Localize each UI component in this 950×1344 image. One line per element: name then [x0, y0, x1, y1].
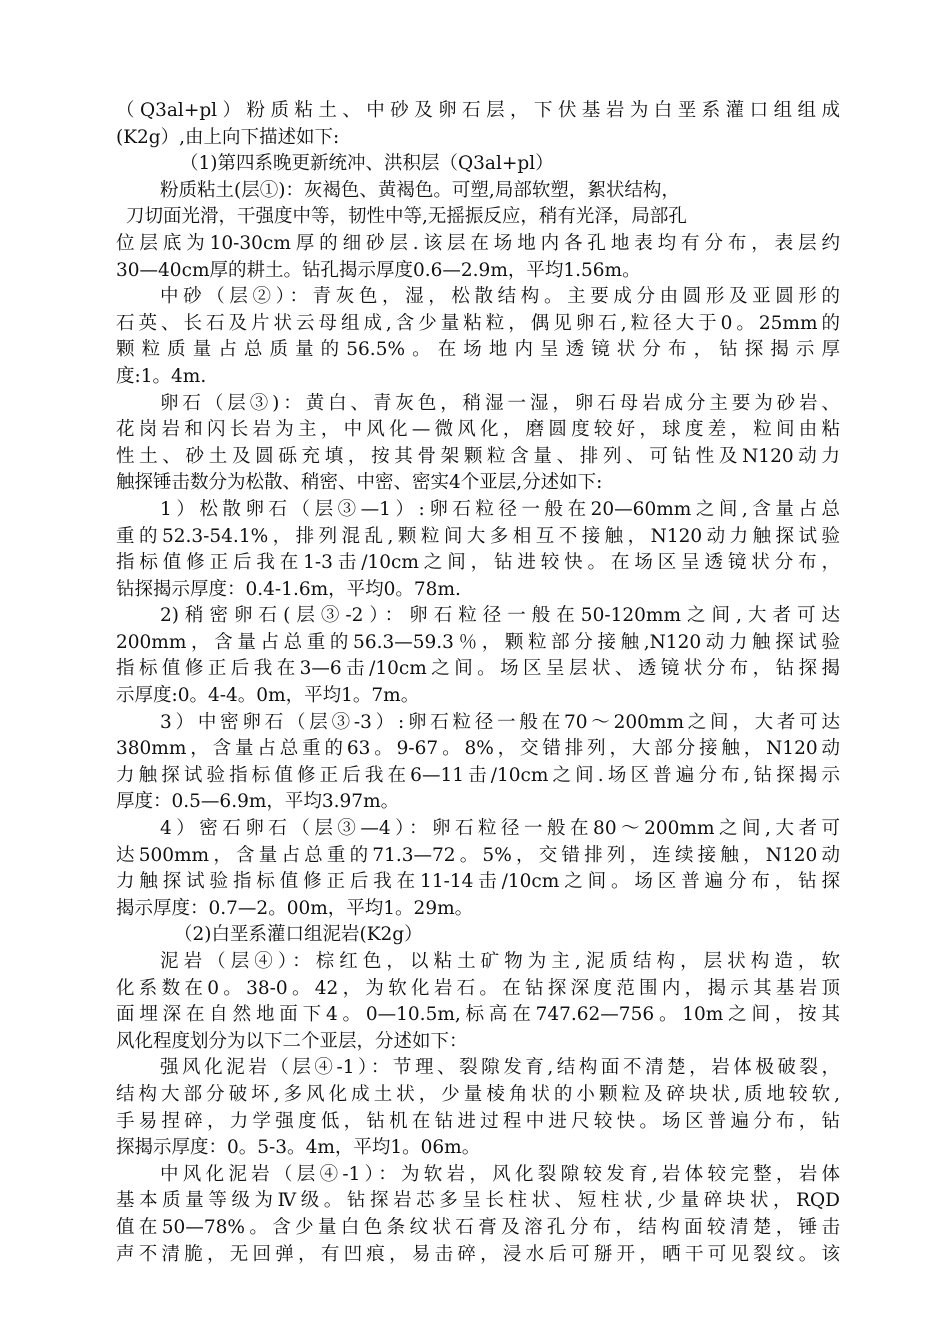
text-line: 30—40cm厚的耕土。钻孔揭示厚度0.6—2.9m，平均1.56m。: [116, 259, 641, 281]
text-line: 重的52.3-54.1%，排列混乱,颗粒间大多相互不接触，N120动力触探试验: [116, 525, 840, 547]
text-line: 达500mm，含量占总重的71.3—72。5%，交错排列，连续接触，N120动: [116, 844, 840, 866]
text-line: 200mm，含量占总重的56.3—59.3％，颗粒部分接触,N120动力触探试验: [116, 631, 840, 653]
text-line: 手易捏碎，力学强度低，钻机在钻进过程中进尺较快。场区普遍分布，钻: [116, 1110, 840, 1132]
text-line: （2)白垩系灌口组泥岩(K2g）: [174, 924, 423, 946]
text-line: 面埋深在自然地面下4。0—10.5m,标高在747.62—756。10m之间，按其: [116, 1004, 840, 1026]
text-line: (K2g）,由上向下描述如下:: [116, 126, 340, 148]
text-line: 泥岩（层④）：棕红色，以粘土矿物为主,泥质结构，层状构造，软: [160, 951, 840, 972]
text-line: 结构大部分破坏,多风化成土状，少量棱角状的小颗粒及碎块状,质地较软,: [116, 1083, 840, 1105]
text-line: 化系数在0。38-0。42，为软化岩石。在钻探深度范围内，揭示其基岩顶: [116, 977, 840, 999]
text-line: （1)第四系晚更新统冲、洪积层（Q3al+pl）: [180, 153, 554, 175]
text-line: 触探锤击数分为松散、稍密、中密、密实4个亚层,分述如下:: [116, 472, 603, 494]
text-line: 指标值修正后我在1-3击/10cm之间，钻进较快。在场区呈透镜状分布，: [116, 552, 840, 574]
text-line: 示厚度:0。4-4。0m，平均1。7m。: [116, 685, 420, 707]
text-line: 钻探揭示厚度：0.4-1.6m，平均0。78m.: [116, 578, 461, 600]
text-line: 性土、砂土及圆砾充填，按其骨架颗粒含量、排列、可钻性及N120动力: [116, 445, 840, 467]
document-body: [116, 98, 840, 1268]
text-line: 探揭示厚度：0。5-3。4m，平均1。06m。: [116, 1137, 481, 1159]
text-line: 粉质粘土(层①)：灰褐色、黄褐色。可塑,局部软塑，絮状结构，: [160, 179, 680, 201]
text-line: 位层底为10-30cm厚的细砂层.该层在场地内各孔地表均有分布，表层约: [116, 232, 840, 254]
text-line: 声不清脆，无回弹，有凹痕，易击碎，浸水后可掰开，晒干可见裂纹。该: [116, 1243, 840, 1265]
text-line: 力触探试验指标值修正后我在11-14击/10cm之间。场区普遍分布，钻探: [116, 871, 840, 893]
text-line: （Q3al+pl）粉质粘土、中砂及卵石层，下伏基岩为白垩系灌口组组成: [116, 100, 840, 121]
text-line: 揭示厚度：0.7—2。00m，平均1。29m。: [116, 897, 474, 919]
text-line: 刀切面光滑，干强度中等，韧性中等,无摇振反应，稍有光泽，局部孔: [126, 206, 687, 228]
text-line: 力触探试验指标值修正后我在6—11击/10cm之间.场区普遍分布,钻探揭示: [116, 764, 840, 786]
text-line: 基本质量等级为Ⅳ级。钻探岩芯多呈长柱状、短柱状,少量碎块状，RQD: [116, 1190, 840, 1212]
text-line: 度:1。4m.: [116, 365, 207, 387]
text-line: 强风化泥岩（层④-1）：节理、裂隙发育,结构面不清楚，岩体极破裂，: [160, 1057, 840, 1079]
text-line: 指标值修正后我在3—6击/10cm之间。场区呈层状、透镜状分布，钻探揭: [116, 658, 840, 680]
text-line: 颗粒质量占总质量的56.5%。在场地内呈透镜状分布，钻探揭示厚: [116, 339, 840, 361]
text-line: 花岗岩和闪长岩为主，中风化—微风化，磨圆度较好，球度差，粒间由粘: [116, 419, 840, 441]
text-line: 380mm，含量占总重的63。9-67。8%，交错排列，大部分接触，N120动: [116, 738, 840, 760]
text-line: 值在50—78%。含少量白色条纹状石膏及溶孔分布，结构面较清楚，锤击: [116, 1216, 840, 1238]
text-line: 中风化泥岩（层④-1）：为软岩，风化裂隙较发育,岩体较完整，岩体: [160, 1163, 840, 1185]
text-line: 风化程度划分为以下二个亚层，分述如下：: [116, 1030, 468, 1052]
text-line: 3）中密卵石（层③-3）:卵石粒径一般在70～200mm之间，大者可达: [160, 711, 840, 733]
text-line: 卵石（层③)：黄白、青灰色，稍湿一湿，卵石母岩成分主要为砂岩、: [160, 392, 840, 414]
text-line: 厚度：0.5—6.9m，平均3.97m。: [116, 791, 400, 813]
text-line: 4）密石卵石（层③—4）：卵石粒径一般在80～200mm之间,大者可: [160, 818, 840, 840]
text-line: 中砂（层②）：青灰色，湿，松散结构。主要成分由圆形及亚圆形的: [160, 286, 840, 308]
text-line: 石英、长石及片状云母组成,含少量粘粒，偶见卵石,粒径大于0。25mm的: [116, 312, 840, 334]
text-line: 2)稍密卵石(层③-2）：卵石粒径一般在50-120mm之间,大者可达: [160, 605, 840, 627]
text-line: 1）松散卵石（层③—1）:卵石粒径一般在20—60mm之间,含量占总: [160, 498, 840, 520]
